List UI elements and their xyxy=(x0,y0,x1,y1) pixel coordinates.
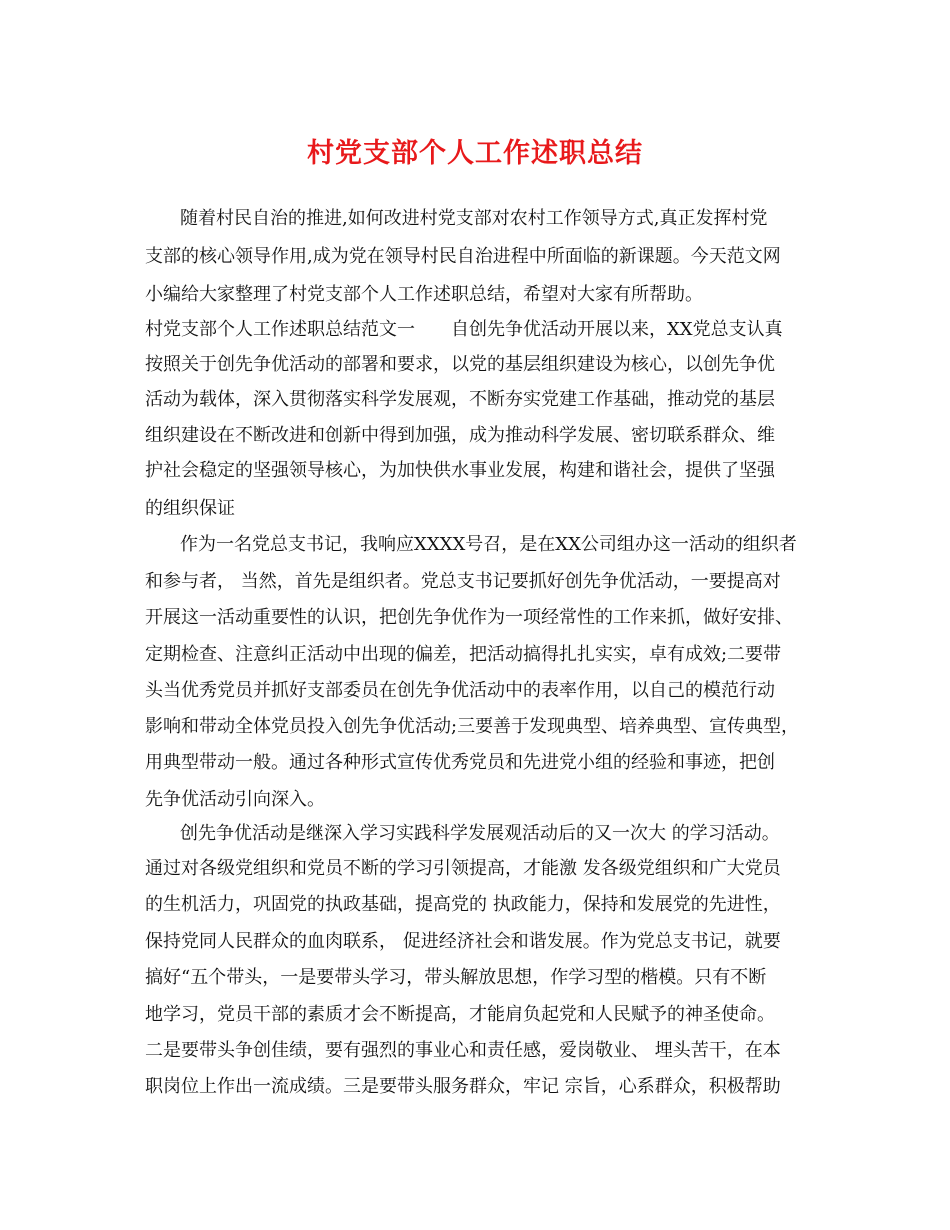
body-line: 创先争优活动是继深入学习实践科学发展观活动后的又一次大 的学习活动。 xyxy=(180,823,780,844)
body-line: 组织建设在不断改进和创新中得到加强，成为推动科学发展、密切联系群众、维 xyxy=(145,425,775,446)
body-line: 和参与者， 当然，首先是组织者。党总支书记要抓好创先争优活动，一要提高对 xyxy=(145,571,781,592)
body-line: 二是要带头争创佳绩，要有强烈的事业心和责任感，爱岗敬业、 埋头苦干，在本 xyxy=(145,1040,781,1061)
body-line: 护社会稳定的坚强领导核心，为加快供水事业发展，构建和谐社会，提供了坚强 xyxy=(145,460,775,481)
body-line: 用典型带动一般。通过各种形式宣传优秀党员和先进党小组的经验和事迹，把创 xyxy=(145,752,775,773)
body-line: 职岗位上作出一流成绩。三是要带头服务群众，牢记 宗旨，心系群众，积极帮助 xyxy=(145,1076,781,1097)
body-line: 开展这一活动重要性的认识，把创先争优作为一项经常性的工作来抓，做好安排、 xyxy=(145,607,793,628)
body-line: 按照关于创先争优活动的部署和要求，以党的基层组织建设为核心，以创先争优 xyxy=(145,354,775,375)
body-line: 村党支部个人工作述职总结范文一 自创先争优活动开展以来，XX党总支认真 xyxy=(145,319,783,340)
body-line: 影响和带动全体党员投入创先争优活动;三要善于发现典型、培养典型、宣传典型， xyxy=(145,716,800,737)
body-line: 支部的核心领导作用,成为党在领导村民自治进程中所面临的新课题。今天范文网 xyxy=(145,246,781,267)
body-line: 定期检查、注意纠正活动中出现的偏差，把活动搞得扎扎实实，卓有成效;二要带 xyxy=(145,644,782,665)
body-line: 头当优秀党员并抓好支部委员在创先争优活动中的表率作用，以自己的模范行动 xyxy=(145,680,775,701)
body-line: 搞好“五个带头，一是要带头学习，带头解放思想，作学习型的楷模。只有不断 xyxy=(145,967,767,988)
body-line: 小编给大家整理了村党支部个人工作述职总结，希望对大家有所帮助。 xyxy=(145,284,703,305)
body-line: 先争优活动引向深入。 xyxy=(145,789,325,810)
body-line: 保持党同人民群众的血肉联系， 促进经济社会和谐发展。作为党总支书记，就要 xyxy=(145,931,781,952)
body-line: 随着村民自治的推进,如何改进村党支部对农村工作领导方式,真正发挥村党 xyxy=(180,208,768,229)
body-line: 活动为载体，深入贯彻落实科学发展观，不断夯实党建工作基础，推动党的基层 xyxy=(145,389,775,410)
body-line: 的生机活力，巩固党的执政基础，提高党的 执政能力，保持和发展党的先进性， xyxy=(145,894,781,915)
body-line: 地学习，党员干部的素质才会不断提高，才能肩负起党和人民赋予的神圣使命。 xyxy=(145,1004,775,1025)
body-line: 作为一名党总支书记，我响应XXXX号召，是在XX公司组办这一活动的组织者 xyxy=(180,534,797,555)
body-line: 的组织保证 xyxy=(145,498,235,519)
document-title: 村党支部个人工作述职总结 xyxy=(307,138,643,169)
body-line: 通过对各级党组织和党员不断的学习引领提高，才能激 发各级党组织和广大党员 xyxy=(145,858,781,879)
